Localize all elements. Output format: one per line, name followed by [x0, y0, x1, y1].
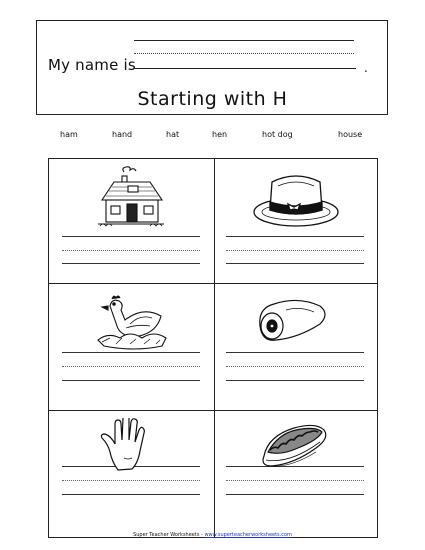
footer-separator: - — [201, 532, 203, 538]
grid-row-divider — [48, 283, 378, 284]
writing-line[interactable] — [226, 380, 364, 381]
writing-dotted-line — [62, 366, 200, 367]
name-write-line[interactable] — [134, 68, 356, 69]
word-bank-item: house — [338, 130, 363, 139]
grid-column-divider — [214, 158, 215, 538]
writing-dotted-line — [62, 250, 200, 251]
writing-line[interactable] — [62, 380, 200, 381]
footer — [0, 532, 425, 538]
hen-icon — [96, 290, 168, 352]
name-period: . — [364, 61, 368, 75]
writing-dotted-line — [226, 250, 364, 251]
word-bank-item: hot dog — [262, 130, 293, 139]
footer-link[interactable]: www.superteacherworksheets.com — [204, 532, 292, 538]
writing-line[interactable] — [226, 236, 364, 237]
hat-icon — [248, 166, 344, 232]
hand-icon — [100, 418, 158, 476]
page-title: Starting with H — [137, 88, 288, 110]
writing-line[interactable] — [226, 494, 364, 495]
word-bank-item: ham — [60, 130, 78, 139]
name-guide-top-line — [134, 40, 354, 41]
writing-line[interactable] — [62, 494, 200, 495]
name-label: My name is — [48, 56, 136, 74]
writing-dotted-line — [226, 480, 364, 481]
writing-line[interactable] — [62, 263, 200, 264]
house-icon — [94, 166, 168, 232]
ham-icon — [256, 296, 328, 346]
word-bank-item: hen — [212, 130, 228, 139]
footer-brand: Super Teacher Worksheets — [133, 532, 200, 538]
hot-dog-icon — [256, 418, 332, 476]
writing-line[interactable] — [226, 263, 364, 264]
writing-dotted-line — [226, 366, 364, 367]
word-bank-item: hand — [112, 130, 133, 139]
grid-row-divider — [48, 410, 378, 411]
writing-line[interactable] — [226, 352, 364, 353]
writing-line[interactable] — [62, 236, 200, 237]
name-guide-dotted-line — [134, 53, 354, 54]
writing-dotted-line — [62, 480, 200, 481]
word-bank-item: hat — [166, 130, 180, 139]
writing-line[interactable] — [62, 352, 200, 353]
